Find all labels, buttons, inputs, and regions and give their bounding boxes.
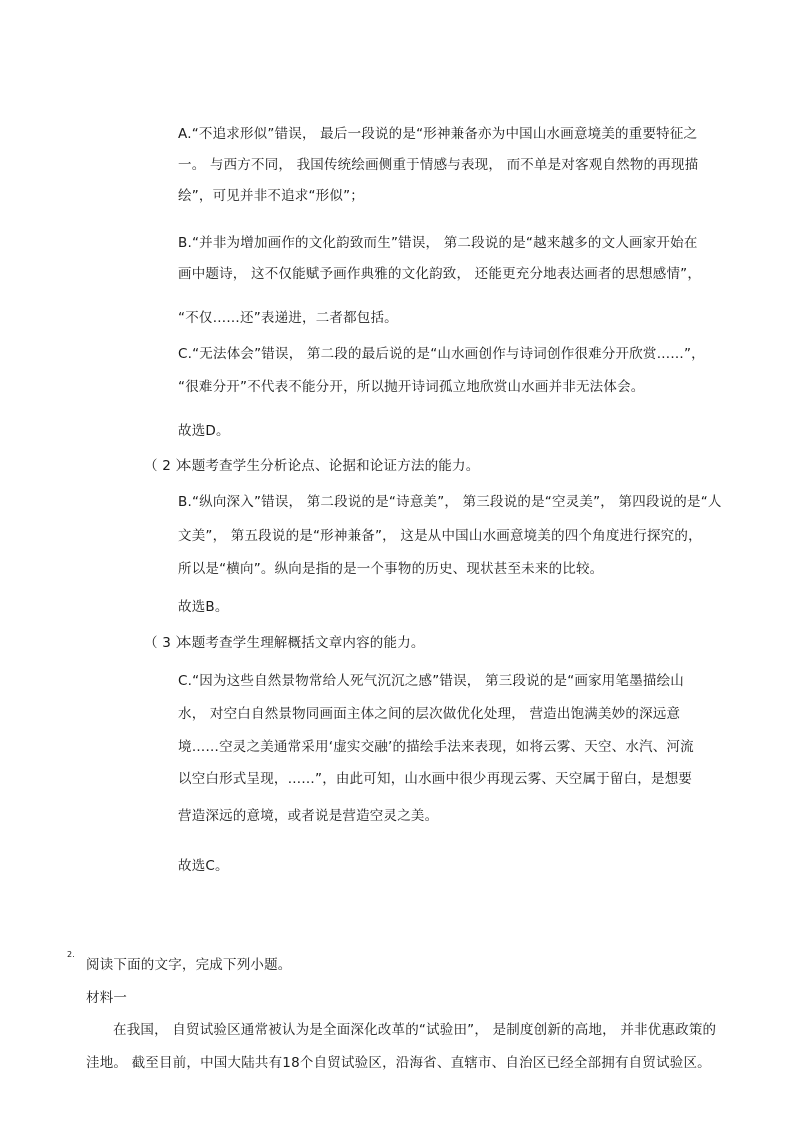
text-line: 一。 与西方不同， 我国传统绘画侧重于情感与表现， 而不单是对客观自然物的再现描: [178, 157, 699, 173]
text-line: C.“无法体会”错误， 第二段的最后说的是“山水画创作与诗词创作很难分开欣赏……”，: [178, 346, 705, 362]
text-line: 营造深远的意境，或者说是营造空灵之美。: [178, 808, 439, 824]
text-line: 所以是“横向”。纵向是指的是一个事物的历史、现状甚至未来的比较。: [178, 561, 604, 577]
text-line: 本题考查学生分析论点、论据和论证方法的能力。: [178, 458, 480, 474]
text-line: 文美”， 第五段说的是“形神兼备”， 这是从中国山水画意境美的四个角度进行探究的，: [178, 528, 702, 544]
text-line: 阅读下面的文字，完成下列小题。: [86, 957, 292, 973]
text-line: 材料一: [86, 990, 128, 1006]
question-number: （ 3 ）: [144, 635, 190, 651]
text-line: “不仅……还”表递进，二者都包括。: [178, 310, 398, 326]
text-line: B.“并非为增加画作的文化韵致而生”错误， 第二段说的是“越来越多的文人画家开始在: [178, 235, 698, 251]
text-line: B.“纵向深入”错误， 第二段说的是“诗意美”， 第三段说的是“空灵美”， 第四段说的是“人: [178, 494, 722, 510]
text-line: 画中题诗， 这不仅能赋予画作典雅的文化韵致， 还能更充分地表达画者的思想感情”，: [178, 266, 702, 282]
item-number: 2.: [67, 950, 75, 959]
text-line: C.“因为这些自然景物常给人死气沉沉之感”错误， 第三段说的是“画家用笔墨描绘山: [178, 673, 684, 689]
text-line: 本题考查学生理解概括文章内容的能力。: [178, 635, 425, 651]
answer-line: 故选D。: [178, 423, 230, 439]
question-number: （ 2 ）: [144, 458, 190, 474]
text-line: 绘”，可见并非不追求“形似”；: [178, 188, 364, 204]
text-line: 在我国， 自贸试验区通常被认为是全面深化改革的“试验田”， 是制度创新的高地， 并非优惠政策的: [113, 1022, 717, 1038]
text-line: “很难分开”不代表不能分开，所以抛开诗词孤立地欣赏山水画并非无法体会。: [178, 379, 645, 395]
text-line: 洼地。 截至目前，中国大陆共有18个自贸试验区，沿海省、直辖市、自治区已经全部拥有自贸试验区。: [86, 1055, 711, 1071]
text-line: 水， 对空白自然景物同画面主体之间的层次做优化处理， 营造出饱满美妙的深远意: [178, 706, 681, 722]
text-line: 以空白形式呈现，……”，由此可知，山水画中很少再现云雾、天空属于留白，是想要: [178, 771, 693, 787]
answer-line: 故选C。: [178, 858, 229, 874]
text-line: 境……空灵之美通常采用‘虚实交融’的描绘手法来表现，如将云雾、天空、水汽、河流: [178, 739, 694, 755]
text-line: A.“不追求形似”错误， 最后一段说的是“形神兼备亦为中国山水画意境美的重要特征之: [178, 126, 698, 142]
answer-line: 故选B。: [178, 599, 229, 615]
